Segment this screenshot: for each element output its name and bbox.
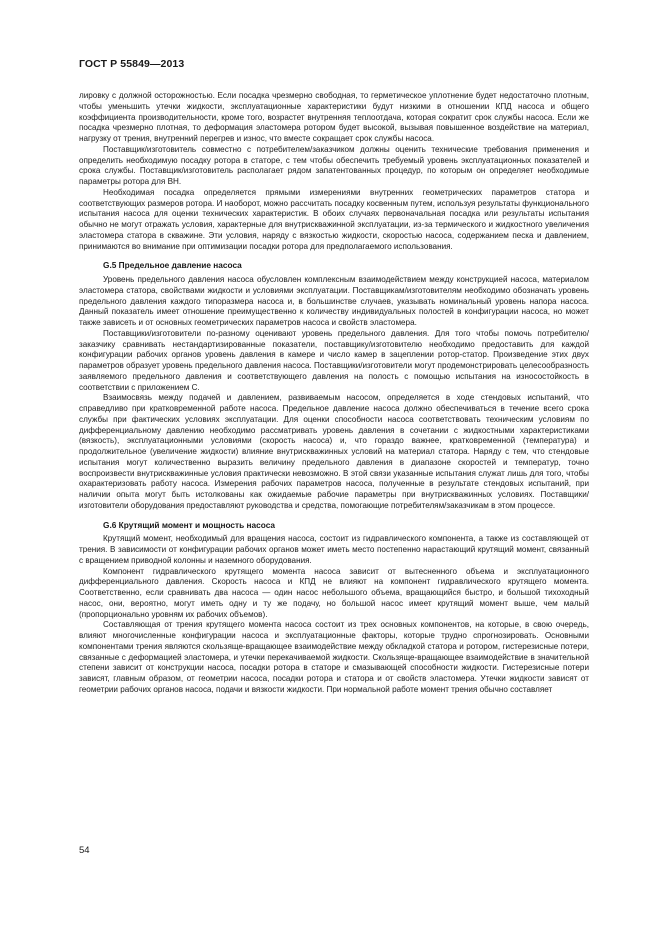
paragraph-hydraulic-torque: Компонент гидравлического крутящего момента насоса зависит от вытесненного объема и эксплуатационного дифференциального давления. Скорость насоса и КПД не влияют на компонент гидравлического крутящего момента. Соответственно, если сравнивать два насоса — один насос небольшого объема, вращающийся быстро, и большой тихоходный насос, они, вероятно, могут иметь одну и ту же подачу, но большой насос имеет крутящий момент выше, чем малый (пропорционально уровням их рабочих объемов). bbox=[79, 566, 589, 619]
document-code-header: ГОСТ Р 55849—2013 bbox=[79, 58, 185, 70]
paragraph-continuation: лировку с должной осторожностью. Если посадка чрезмерно свободная, то герметическое уплотнение будет недостаточно плотным, чтобы уменьшить утечки жидкости, эксплуатационные характеристики будут низкими в отношении КПД насоса и общего коэффициента производительности, кроме того, возрастет внутренняя теплоотдача, которая сократит срок службы насоса. Если же посадка чрезмерно плотная, то деформация эластомера ротором будет высокой, вызывая повышенное воздействие на материал, нагрузку от трения, внутренний перегрев и износ, что вместе сокращает срок службы насоса. bbox=[79, 91, 589, 143]
paragraph-fit-measurement: Необходимая посадка определяется прямыми измерениями внутренних геометрических параметров статора и соответствующих размеров ротора. И наоборот, можно рассчитать посадку косвенным путем, используя результаты функционального испытания насоса для оценки технических характеристик. В обоих случаях первоначальная посадка или результаты испытания обычно не могут отражать условия, характерные для внутрискважинной эксплуатации, из-за термического и жидкостного увеличения эластомера статора в скважине. Эти условия, наряду с вязкостью жидкости, скоростью насоса, содержанием песка и давлением, принимаются во внимание при оптимизации посадки ротора для предполагаемого использования. bbox=[79, 187, 589, 251]
paragraph-torque-components: Крутящий момент, необходимый для вращения насоса, состоит из гидравлического компонента, а также из составляющей от трения. В зависимости от конфигурации рабочих органов может иметь место постепенно нарастающий крутящий момент, связанный с вращением приводной колонны и наземного оборудования. bbox=[79, 534, 589, 565]
page-number: 54 bbox=[79, 845, 90, 856]
section-heading-g5: G.5 Предельное давление насоса bbox=[103, 260, 242, 271]
paragraph-friction-torque: Составляющая от трения крутящего момента насоса состоит из трех основных компонентов, на которые, в свою очередь, влияют многочисленные конфигурации насоса и эксплуатационные факторы, которые трудно спрогнозировать. Основными компонентами трения являются скользяще-вращающее взаимодействие между обкладкой статора и ротором, гистерезисные потери, связанные с деформацией эластомера, и утечки перекачиваемой жидкости. Скользяще-вращающее взаимодействие в значительной степени зависит от конструкции насоса, посадки ротора в статоре и смазывающей способности жидкости. Гистерезисные потери зависят, главным образом, от геометрии насоса, посадки ротора и статора и от свойств эластомера. Утечки жидкости зависят от геометрии рабочих органов насоса, подачи и вязкости жидкости. При нормальной работе момент трения обычно составляет bbox=[79, 620, 589, 694]
paragraph-flow-pressure-relation: Взаимосвязь между подачей и давлением, развиваемым насосом, определяется в ходе стендовых испытаний, что справедливо при кратковременной работе насоса. Предельное давление насоса должно обеспечиваться в течение всего срока службы при фактических условиях эксплуатации. Для оценки способности насоса соответствовать техническим условиям по дифференциальному давлению необходимо рассматривать уровень давления в сочетании с жидкостными характеристиками (вязкость), эксплуатационными условиями (скорость насоса) и, что гораздо важнее, кратковременной (температура) и продолжительное (увеличение жидкости) влияние внутрискважинных условий на материал статора. Наряду с тем, что стендовые испытания могут количественно выразить величину предельного давления в диапазоне скоростей и температур, точно воспроизвести внутрискважинные условия практически невозможно. В этой связи указанные испытания служат лишь для того, чтобы охарактеризовать работу насоса. Измерения рабочих параметров насоса, полученные в результате стендовых испытаний, при наличии опыта могут быть истолкованы как ожидаемые рабочие параметры при внутрискважинных условиях. Поставщики/изготовители оборудования предоставляют руководства и средства, помогающие потребителям/заказчикам в этом процессе. bbox=[79, 393, 589, 510]
paragraph-pressure-level: Уровень предельного давления насоса обусловлен комплексным взаимодействием между конструкцией насоса, материалом эластомера статора, свойствами жидкости и условиями эксплуатации. Поставщикам/изготовителям необходимо обозначать уровень предельного давления каждого типоразмера насоса и, в большинстве случаев, указывать номинальный уровень напора насоса. Данный показатель имеет отношение преимущественно к количеству индивидуальных полостей в конфигурации насоса, но может также зависеть и от основных геометрических параметров насоса и свойств эластомера. bbox=[79, 275, 589, 327]
paragraph-supplier-rotor-fit: Поставщик/изготовитель совместно с потребителем/заказчиком должны оценить технические требования применения и определить необходимую посадку ротора в статоре, с тем чтобы обеспечить требуемый уровень эксплуатационных показателей и срока службы. Поставщик/изготовитель располагает рядом запатентованных процедур, по которым он определяет необходимые параметры ротора для ВН. bbox=[79, 144, 589, 186]
document-body bbox=[79, 91, 589, 696]
paragraph-pressure-assessment: Поставщики/изготовители по-разному оценивают уровень предельного давления. Для того чтобы помочь потребителю/заказчику сравнивать нестандартизированные показатели, поставщику/изготовителю необходимо предоставить для каждой конфигурации рабочих органов уровень давления в камере и число камер в зацеплении ротор-статор. Произведение этих двух параметров образует уровень предельного давления насоса. Поставщики/изготовители могут продемонстрировать целесообразность заявляемого предельного давления и соответствующего давления на полость с помощью испытания на износостойкость в соответствии с приложением С. bbox=[79, 328, 589, 392]
section-heading-g6: G.6 Крутящий момент и мощность насоса bbox=[103, 519, 276, 530]
